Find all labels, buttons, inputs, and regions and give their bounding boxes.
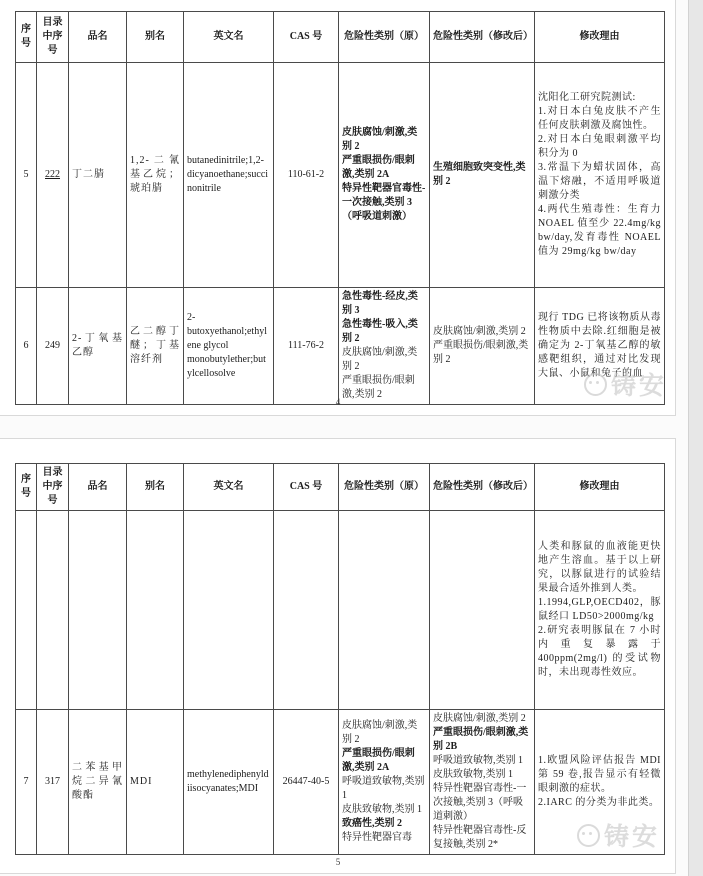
header-cell: 危险性类别（原） <box>339 464 430 511</box>
header-cell: 品名 <box>69 12 127 63</box>
cell-english-name <box>184 511 274 710</box>
text-line: 呼吸道致敏物,类别 1 <box>342 776 425 801</box>
cell-catalog-no: 249 <box>37 288 69 405</box>
header-cell: 修改理由 <box>535 464 665 511</box>
cell-hazard-original <box>339 288 430 405</box>
text-line: 严重眼损伤/眼刺激,类别 2B <box>433 727 529 752</box>
cell-reason <box>535 288 668 405</box>
cell-hazard-revised <box>430 63 535 288</box>
text-line: 皮肤致敏物,类别 1 <box>342 804 422 815</box>
header-cell: 目录中序号 <box>37 464 69 511</box>
cell-hazard-original <box>339 63 430 288</box>
table-container-page-4 <box>15 11 668 405</box>
text-line: 皮肤腐蚀/刺激,类别 2 <box>342 347 418 372</box>
text-line: 急性毒性-经皮,类别 3 <box>342 291 418 316</box>
text-line: 2.IARC 的分类为非此类。 <box>538 797 660 808</box>
header-cell: 英文名 <box>184 464 274 511</box>
table-row <box>16 63 665 288</box>
header-cell: 别名 <box>127 12 184 63</box>
text-line: 生殖细胞致突变性,类别 2 <box>433 162 526 187</box>
header-cell: 品名 <box>69 464 127 511</box>
text-line: 现行 TDG 已将该物质从毒性物质中去除.红细胞是被确定为 2-丁氧基乙醇的敏感靶组织，通过对比发现大鼠、小鼠和兔子的血 <box>538 312 661 379</box>
header-cell: CAS 号 <box>274 12 339 63</box>
text-line: 4.两代生殖毒性：生育力 NOAEL 值至少 22.4mg/kg bw/day,发育毒性 NOAEL 值为 29mg/kg bw/day <box>538 204 661 257</box>
header-cell: 别名 <box>127 464 184 511</box>
cell-english-name: methylenediphenyldiisocyanates;MDI <box>184 710 274 855</box>
text-line: 2.研究表明豚鼠在 7 小时内重复暴露于 400ppm(2mg/l) 的受试物时，未出现毒性效应。 <box>538 625 661 678</box>
text-line: 致癌性,类别 2 <box>342 818 402 829</box>
scrollbar[interactable] <box>688 0 703 876</box>
cell-seq: 6 <box>16 288 37 405</box>
cell-cas-number <box>274 511 339 710</box>
header-cell: 英文名 <box>184 12 274 63</box>
cell-alias: MDI <box>127 710 184 855</box>
cell-cas-number: 111-76-2 <box>274 288 339 405</box>
cell-alias <box>127 511 184 710</box>
table-row <box>16 511 665 710</box>
text-line: 严重眼损伤/眼刺激,类别 2 <box>342 375 415 400</box>
text-line: 严重眼损伤/眼刺激,类别 2 <box>433 340 529 365</box>
text-line: 特异性靶器官毒性-一次接触,类别 3（呼吸道刺激） <box>342 183 426 222</box>
header-cell: 修改理由 <box>535 12 665 63</box>
text-line: 1.欧盟风险评估报告 MDI 第 59 卷,报告显示有轻微眼刺激的症状。 <box>538 755 661 794</box>
cell-hazard-revised <box>430 511 535 710</box>
text-line: 严重眼损伤/眼刺激,类别 2A <box>342 155 415 180</box>
header-cell: CAS 号 <box>274 464 339 511</box>
text-line: 呼吸道致敏物,类别 1 <box>433 755 523 766</box>
cell-catalog-no <box>37 511 69 710</box>
watermark-text: 铸安 <box>611 371 668 400</box>
cell-product-name: 二苯基甲烷二异氰酸酯 <box>69 710 127 855</box>
cell-alias: 乙二醇丁醚；丁基溶纤剂 <box>127 288 184 405</box>
text-line: 严重眼损伤/眼刺激,类别 2A <box>342 748 415 773</box>
cell-reason <box>535 511 665 710</box>
cell-reason <box>535 63 665 288</box>
cell-seq: 7 <box>16 710 37 855</box>
cell-catalog-no: 222 <box>37 63 69 288</box>
header-cell: 危险性类别（原） <box>339 12 430 63</box>
header-cell: 序号 <box>16 12 37 63</box>
text-line: 人类和豚鼠的血液能更快地产生溶血。基于以上研究，以豚鼠进行的试验结果最合适外推到人类。 <box>538 541 661 594</box>
header-cell: 目录中序号 <box>37 12 69 63</box>
table-row <box>16 288 665 405</box>
table-header-row <box>16 12 665 63</box>
cell-catalog-no: 317 <box>37 710 69 855</box>
cell-seq <box>16 511 37 710</box>
chemical-table-page-5 <box>15 463 665 855</box>
cell-seq: 5 <box>16 63 37 288</box>
cell-cas-number: 26447-40-5 <box>274 710 339 855</box>
cell-alias: 1,2-二氰基乙烷；琥珀腈 <box>127 63 184 288</box>
text-line: 皮肤腐蚀/刺激,类别 2 <box>342 127 418 152</box>
text-line: 皮肤腐蚀/刺激,类别 2 <box>433 326 526 337</box>
text-line: 皮肤腐蚀/刺激,类别 2 <box>433 713 526 724</box>
text-line: 急性毒性-吸入,类别 2 <box>342 319 418 344</box>
text-line: 1.对日本白兔皮肤不产生任何皮肤刺激及腐蚀性。 <box>538 106 661 131</box>
text-line: 沈阳化工研究院测试: <box>538 92 636 103</box>
text-line: 2.对日本白兔眼刺激平均积分为 0 <box>538 134 661 159</box>
cell-hazard-revised <box>430 710 535 855</box>
text-line: 3.常温下为蜡状固体，高温下熔融，不适用呼吸道刺激分类 <box>538 162 661 201</box>
table-container-page-5 <box>15 463 665 855</box>
text-line: 1.1994,GLP,OECD402，豚鼠经口 LD50>2000mg/kg <box>538 597 661 622</box>
page-number-5: 5 <box>335 857 341 867</box>
cell-english-name: 2-butoxyethanol;ethylene glycol monobutylether;butylcellosolve <box>184 288 274 405</box>
text-line: 特异性靶器官毒 <box>342 832 412 843</box>
cell-english-name: butanedinitrile;1,2-dicyanoethane;succinonitrile <box>184 63 274 288</box>
text-line: 皮肤腐蚀/刺激,类别 2 <box>342 720 418 745</box>
document-page-4 <box>0 0 676 416</box>
document-page-5 <box>0 438 676 874</box>
page-number-4: 4 <box>335 397 341 407</box>
header-cell: 危险性类别（修改后） <box>430 464 535 511</box>
chemical-table-page-4 <box>15 11 668 405</box>
cell-product-name: 丁二腈 <box>69 63 127 288</box>
table-header-row <box>16 464 665 511</box>
header-cell: 危险性类别（修改后） <box>430 12 535 63</box>
table-row <box>16 710 665 855</box>
cell-product-name <box>69 511 127 710</box>
cell-hazard-original <box>339 710 430 855</box>
text-line: 特异性靶器官毒性-反复接触,类别 2* <box>433 825 527 850</box>
cell-reason <box>535 710 665 855</box>
watermark-text: 铸安 <box>604 822 661 851</box>
cell-product-name: 2-丁氧基乙醇 <box>69 288 127 405</box>
header-cell: 序号 <box>16 464 37 511</box>
text-line: 皮肤致敏物,类别 1 <box>433 769 513 780</box>
text-line: 特异性靶器官毒性-一次接触,类别 3（呼吸道刺激） <box>433 783 527 822</box>
cell-cas-number: 110-61-2 <box>274 63 339 288</box>
cell-hazard-original <box>339 511 430 710</box>
cell-hazard-revised <box>430 288 535 405</box>
